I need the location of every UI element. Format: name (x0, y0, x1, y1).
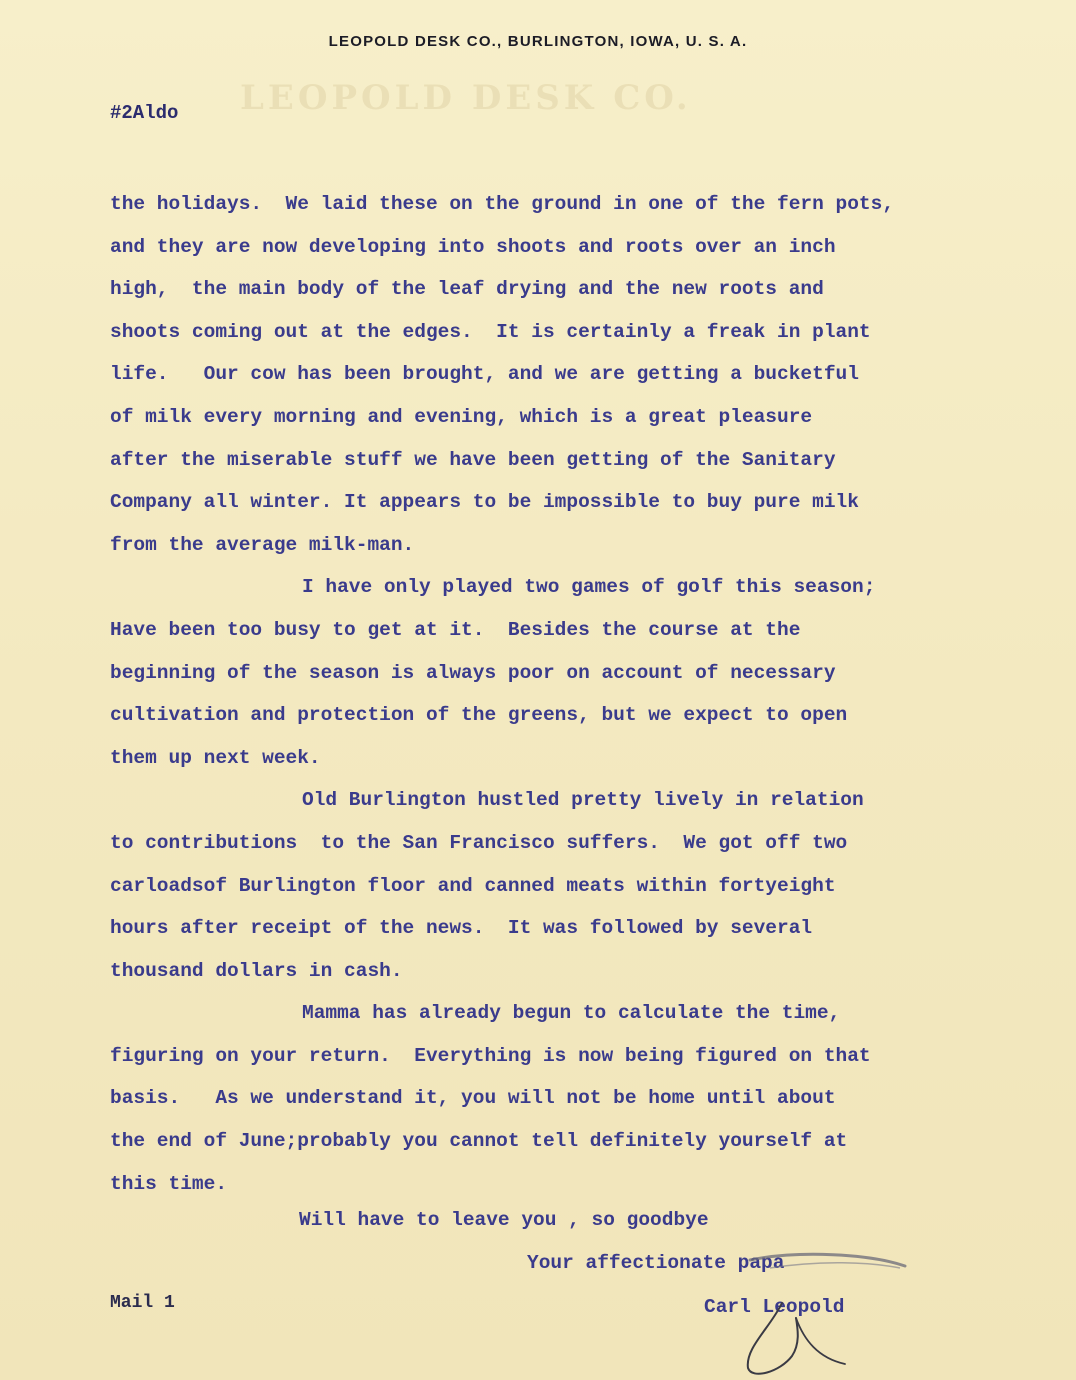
letter-line: carloadsof Burlington floor and canned meats within fortyeight (110, 874, 836, 897)
signature-name: Carl Leopold (704, 1296, 845, 1318)
letter-line: the holidays. We laid these on the ground in one of the fern pots, (110, 193, 895, 215)
letter-body (110, 183, 950, 1205)
letter-line: thousand dollars in cash. (110, 959, 403, 982)
letter-line: Have been too busy to get at it. Besides the course at the (110, 618, 801, 641)
letterhead: LEOPOLD DESK CO., BURLINGTON, IOWA, U. S. A. (328, 33, 748, 50)
letter-line: figuring on your return. Everything is now being figured on that (110, 1044, 871, 1067)
letter-line: Mamma has already begun to calculate the time, (302, 1002, 841, 1025)
letter-line: Company all winter. It appears to be impossible to buy pure milk (110, 491, 859, 514)
letter-line: them up next week. (110, 746, 321, 769)
mail-note: Mail 1 (110, 1293, 175, 1313)
watermark: LEOPOLD DESK CO. (240, 78, 692, 118)
letter-line: after the miserable stuff we have been getting of the Sanitary (110, 448, 836, 471)
reference-number: #2Aldo (110, 102, 179, 124)
letter-line: from the average milk-man. (110, 533, 415, 556)
letter-line: cultivation and protection of the greens, but we expect to open (110, 704, 848, 727)
letter-line: Old Burlington hustled pretty lively in relation (302, 789, 864, 812)
letter-line: this time. (110, 1172, 228, 1195)
letter-line: of milk every morning and evening, which is a great pleasure (110, 405, 813, 428)
letter-line: high, the main body of the leaf drying and the new roots and (110, 278, 824, 301)
letter-line: and they are now developing into shoots and roots over an inch (110, 235, 836, 258)
letter-line: I have only played two games of golf this season; (302, 576, 876, 599)
letter-line: basis. As we understand it, you will not be home until about (110, 1087, 836, 1110)
letter-line: the end of June;probably you cannot tell definitely yourself at (110, 1130, 848, 1153)
handwritten-signature (700, 1248, 930, 1378)
letter-line: hours after receipt of the news. It was followed by several (110, 917, 813, 940)
valediction: Your affectionate papa (527, 1252, 785, 1274)
letter-line: beginning of the season is always poor on account of necessary (110, 661, 836, 684)
letter-line: life. Our cow has been brought, and we are getting a bucketful (110, 363, 859, 386)
letter-line: shoots coming out at the edges. It is certainly a freak in plant (110, 320, 871, 343)
closing-line: Will have to leave you , so goodbye (299, 1209, 709, 1231)
letter-line: to contributions to the San Francisco suffers. We got off two (110, 831, 848, 854)
